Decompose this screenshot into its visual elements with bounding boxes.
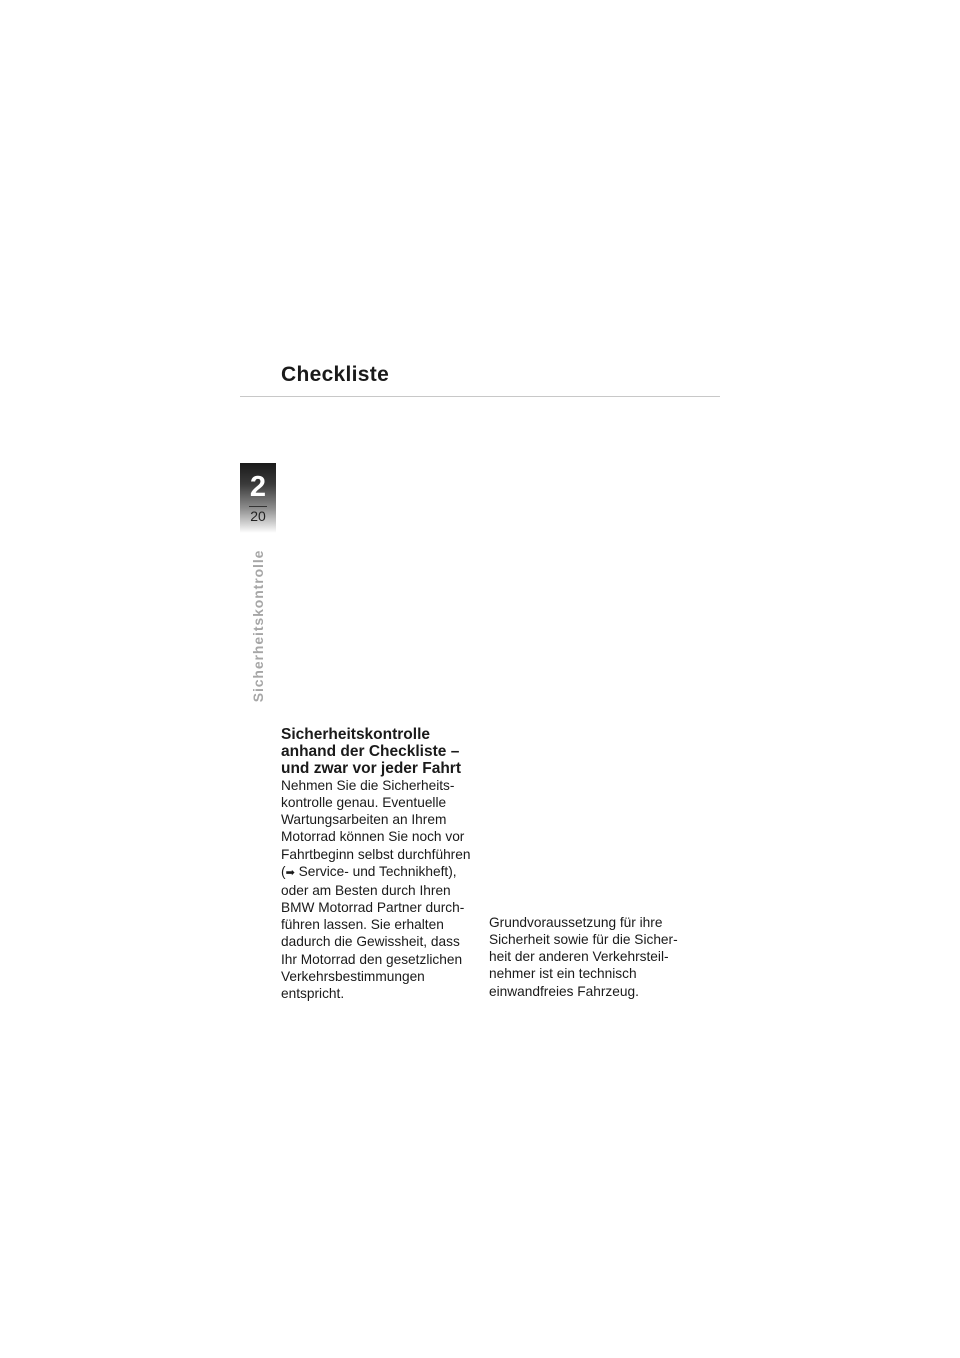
text-line: Fahrtbeginn selbst durchführen [281,846,471,862]
section-heading-line: und zwar vor jeder Fahrt [281,760,462,777]
title-divider [240,396,720,397]
text-line: Ihr Motorrad den gesetzlichen [281,951,463,967]
left-column [281,726,481,1002]
page-number: 20 [250,508,266,524]
page-title: Checkliste [281,363,390,386]
text-line: Grundvoraussetzung für ihre [489,915,663,930]
section-heading-line: anhand der Checkliste – [281,743,460,760]
intro-paragraph [281,777,481,1002]
text-line: entspricht. [281,985,345,1001]
text-line: Motorrad können Sie noch vor [281,829,465,845]
reference-line [281,863,481,882]
text-line: Nehmen Sie die Sicherheits- [281,778,455,793]
safety-paragraph [489,914,704,1000]
text-line: Sicherheit sowie für die Sicher- [489,932,678,948]
text-line: einwandfreies Fahrzeug. [489,983,639,999]
chapter-divider [249,506,267,507]
section-heading [281,726,481,777]
section-heading-line: Sicherheitskontrolle [281,726,431,743]
chapter-number: 2 [249,471,267,503]
right-column [489,914,704,1000]
text-line: dadurch die Gewissheit, dass [281,934,460,950]
text-line: BMW Motorrad Partner durch- [281,900,465,916]
text-line: oder am Besten durch Ihren [281,882,451,898]
reference-link: Service- und Technikheft), [294,863,457,879]
arrow-right-icon: ➡ [285,866,295,879]
text-line: heit der anderen Verkehrsteil- [489,949,669,965]
text-line: nehmer ist ein technisch [489,966,637,982]
text-line: Verkehrsbestimmungen [281,968,425,984]
text-line: führen lassen. Sie erhalten [281,917,444,933]
chapter-side-label: Sicherheitskontrolle [250,549,266,703]
chapter-tab [240,463,276,533]
text-line: kontrolle genau. Eventuelle [281,795,447,811]
reference-open-paren: ( [281,863,286,879]
text-line: Wartungsarbeiten an Ihrem [281,812,447,828]
